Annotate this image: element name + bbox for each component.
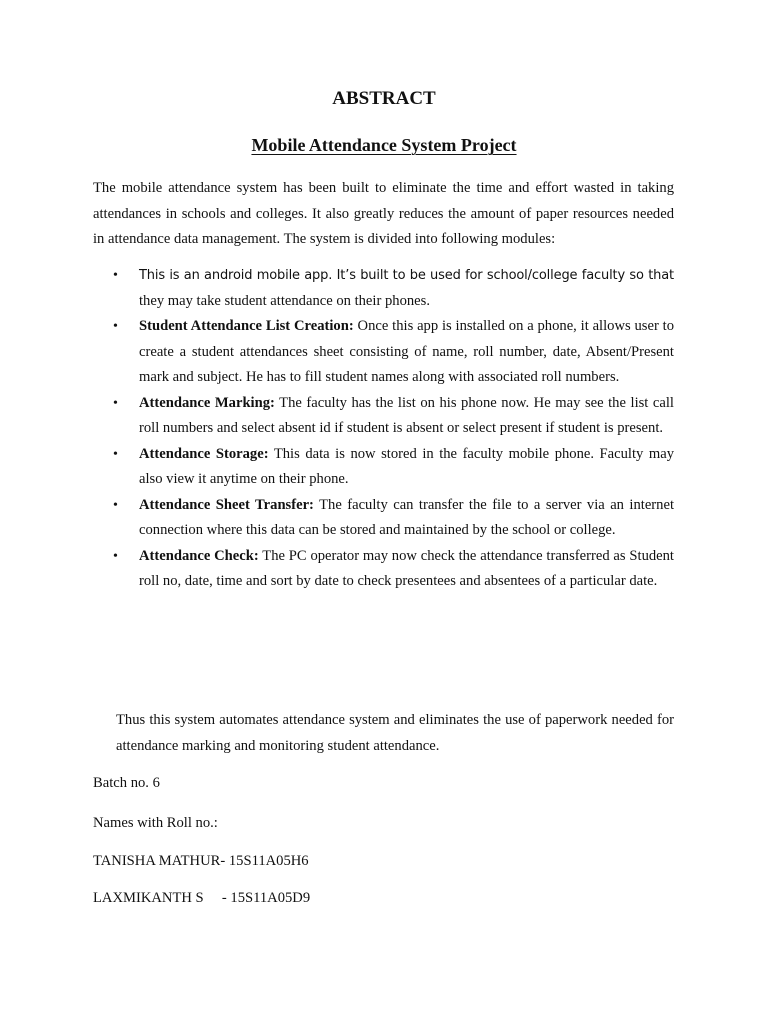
- module-item-check: [93, 544, 674, 595]
- module-text: The faculty has the list on his phone now. He may see the list call roll numbers and select absent id if student is absent or select present if student is present.: [139, 394, 674, 436]
- module-title: Attendance Sheet Transfer:: [139, 496, 314, 513]
- module-text-sans: This is an android mobile app. It’s built to be used for school/college faculty so that: [139, 268, 674, 283]
- module-text: The PC operator may now check the attendance transferred as Student roll no, date, time and sort by date to check presentees and absentees of a particular date.: [139, 547, 674, 589]
- module-title: Student Attendance List Creation:: [139, 318, 354, 334]
- document-title: ABSTRACT: [332, 88, 436, 109]
- document-subtitle: [0, 132, 768, 158]
- bullet-icon: •: [113, 319, 118, 334]
- modules-list: [93, 263, 674, 595]
- module-item-android-app: [93, 263, 674, 314]
- bullet-icon: •: [113, 497, 118, 513]
- module-item-list-creation: [93, 314, 674, 391]
- module-text: they may take student attendance on their phones.: [139, 292, 430, 309]
- conclusion-paragraph: Thus this system automates attendance system and eliminates the use of paperwork needed for attendance marking and monitoring student attendance.: [116, 712, 674, 754]
- module-text: Once this app is installed on a phone, it allows user to create a student attendances sheet consisting of name, roll number, date, Absent/Present mark and subject. He has to fill student names along with associated roll numbers.: [139, 318, 675, 385]
- member-name-roll: LAXMIKANTH S - 15S11A05D9: [93, 890, 311, 906]
- bullet-icon: •: [113, 548, 118, 564]
- module-title: Attendance Storage:: [139, 445, 269, 462]
- bullet-icon: •: [113, 268, 118, 283]
- names-label: Names with Roll no.:: [93, 815, 218, 831]
- batch-number: Batch no. 6: [93, 775, 160, 791]
- module-text: This data is now stored in the faculty mobile phone. Faculty may also view it anytime on their phone.: [139, 445, 674, 487]
- document-subtitle-text: Mobile Attendance System Project: [251, 135, 517, 155]
- module-item-marking: [93, 391, 674, 442]
- bullet-icon: •: [113, 395, 118, 411]
- member-name-roll: TANISHA MATHUR- 15S11A05H6: [93, 853, 309, 869]
- module-text: The faculty can transfer the file to a server via an internet connection where this data can be stored and maintained by the school or college.: [139, 496, 674, 538]
- bullet-icon: •: [113, 446, 118, 462]
- module-title: Attendance Marking:: [139, 394, 275, 411]
- module-title: Attendance Check:: [139, 547, 259, 564]
- intro-paragraph: The mobile attendance system has been built to eliminate the time and effort wasted in taking attendances in schools and colleges. It also greatly reduces the amount of paper resources needed in attendance data management. The system is divided into following modules:: [93, 180, 674, 247]
- module-item-sheet-transfer: [93, 493, 674, 544]
- module-item-storage: [93, 442, 674, 493]
